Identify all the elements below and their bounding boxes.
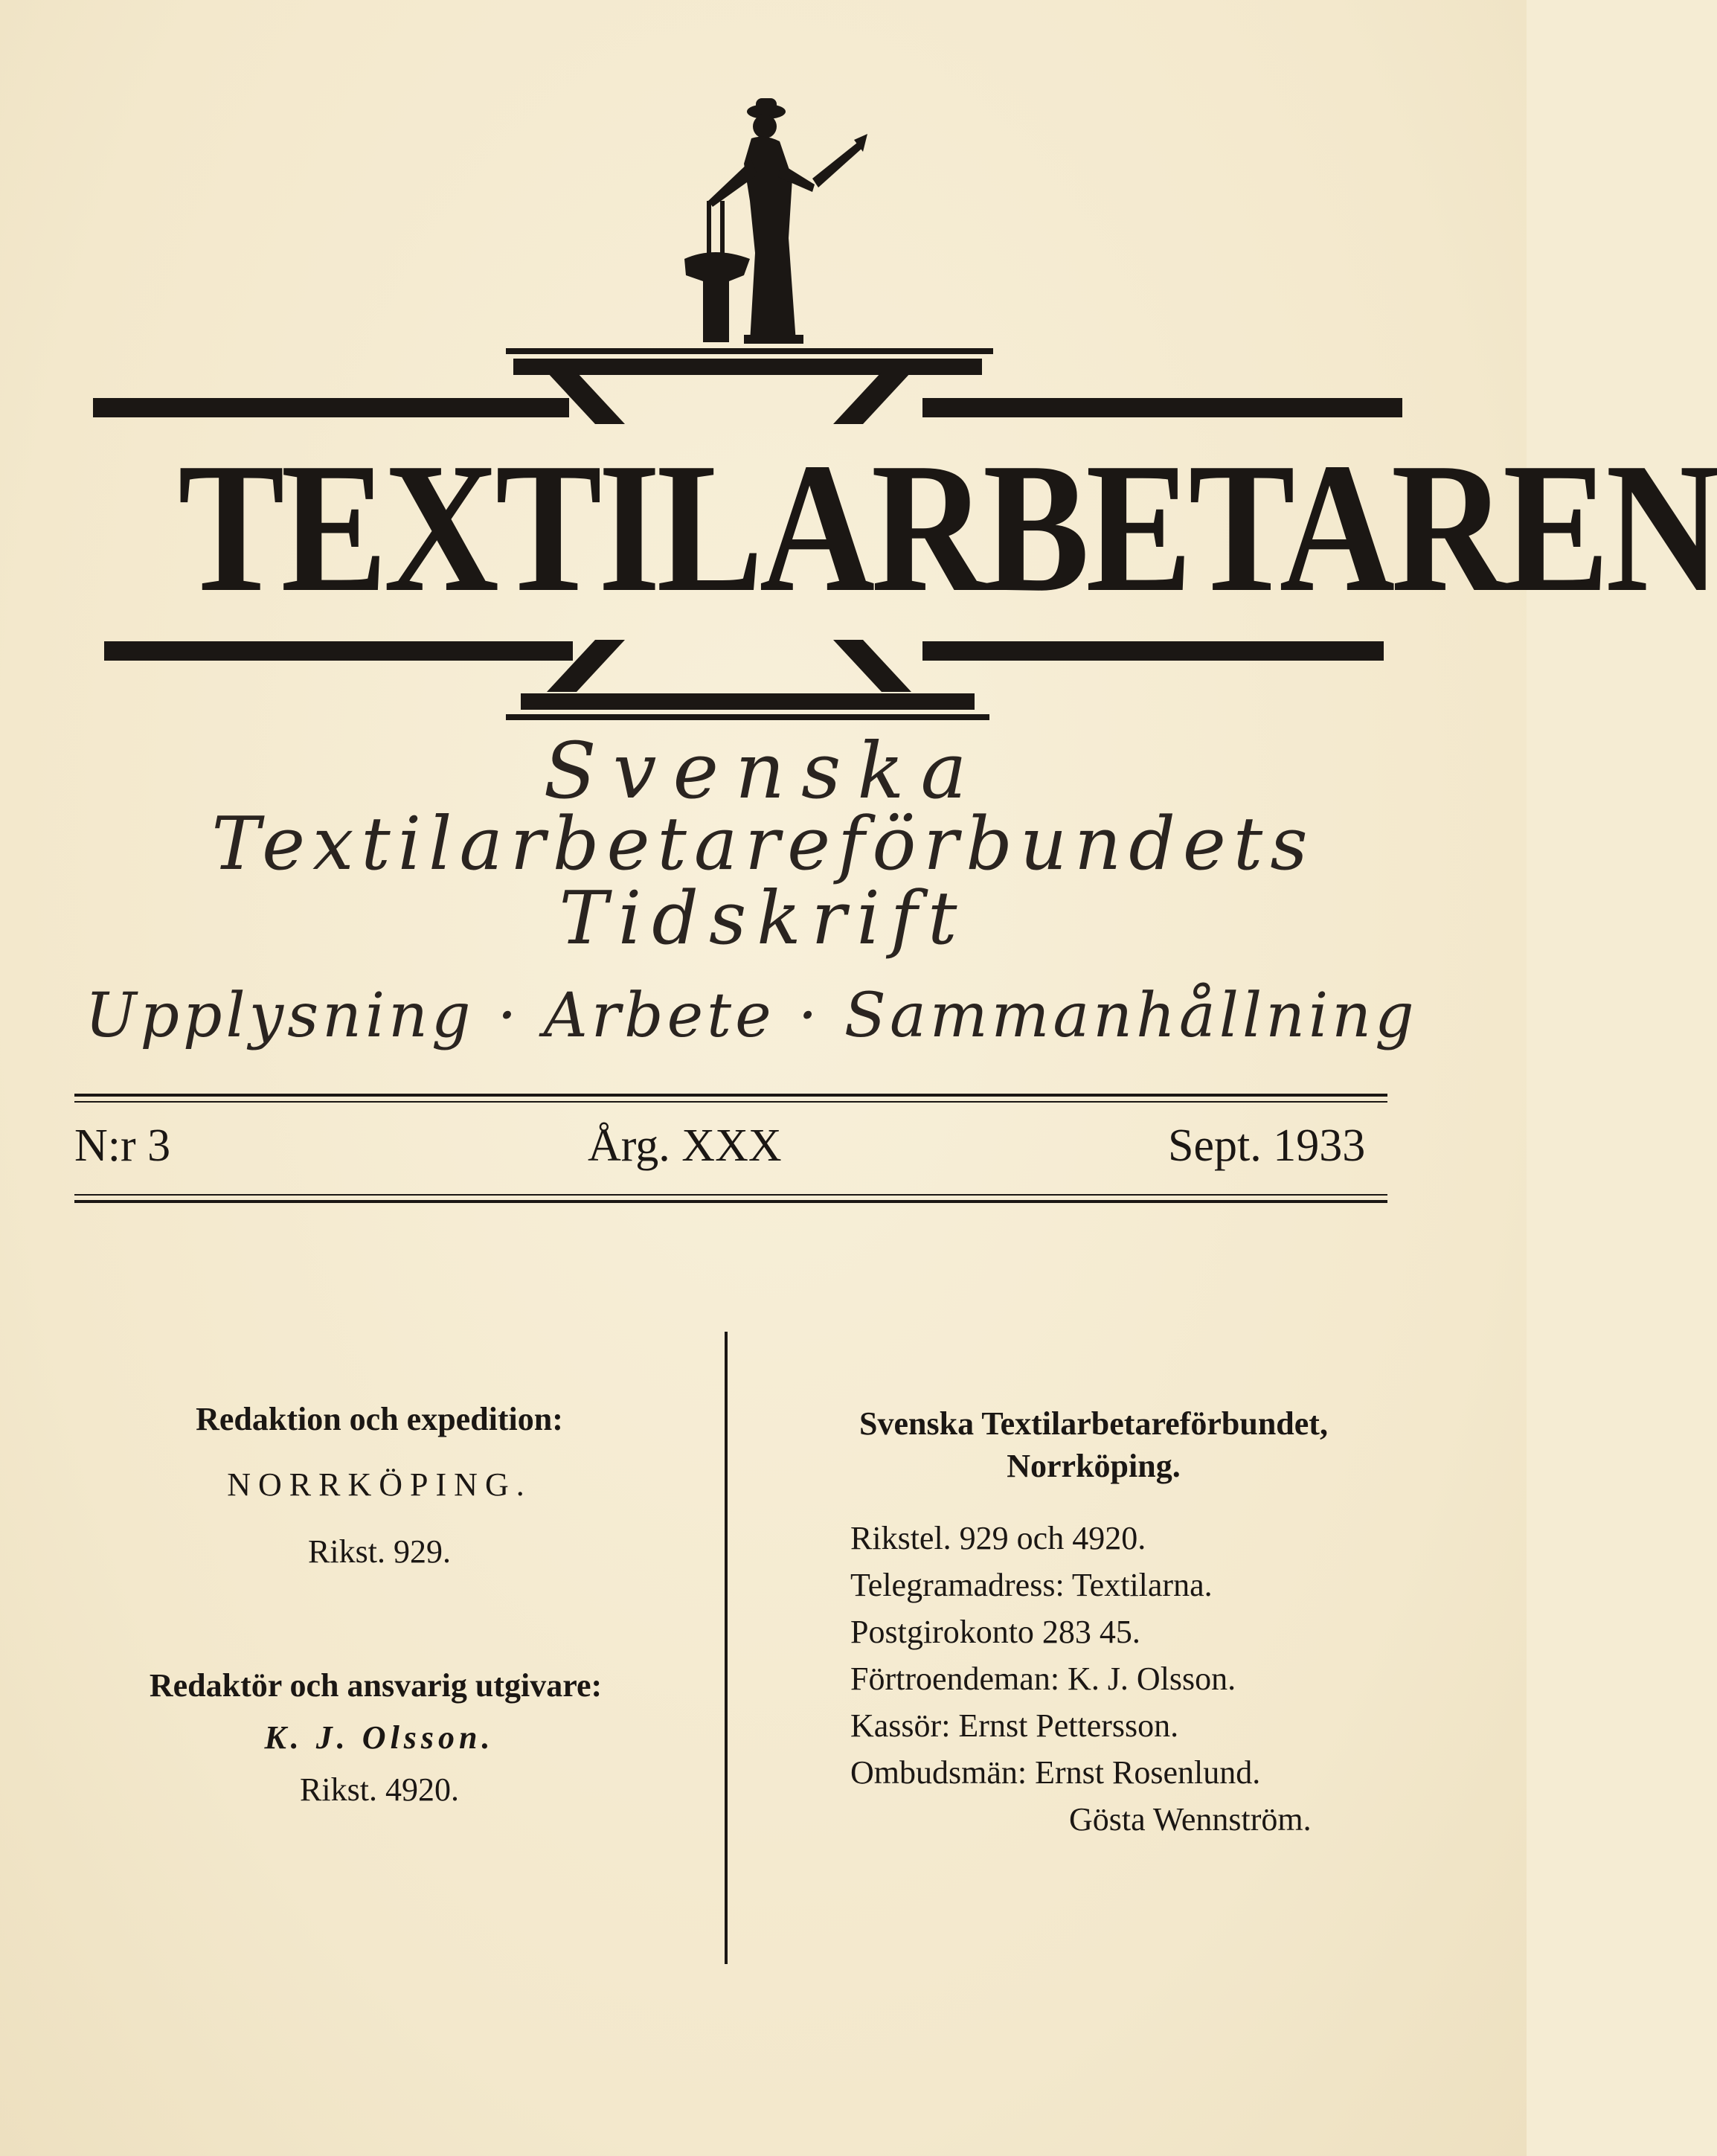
woman-at-anvil-silhouette-icon bbox=[640, 89, 885, 357]
masthead-rule-bottom-right bbox=[922, 641, 1384, 661]
issue-rule-bottom-2 bbox=[74, 1200, 1387, 1203]
editor-name: K. J. Olsson. bbox=[264, 1719, 495, 1756]
org-line-telegram: Telegramadress: Textilarna. bbox=[850, 1567, 1213, 1603]
org-line-ombudsman-2: Gösta Wennström. bbox=[1069, 1801, 1312, 1838]
masthead-top-plinth bbox=[506, 348, 993, 354]
issue-rule-top-2 bbox=[74, 1101, 1387, 1103]
left-heading: Redaktion och expedition: bbox=[196, 1401, 563, 1437]
org-line-postgiro: Postgirokonto 283 45. bbox=[850, 1614, 1140, 1650]
org-name: Svenska Textilarbetareförbundet, bbox=[859, 1405, 1328, 1442]
editor-heading: Redaktör och ansvarig utgivare: bbox=[149, 1667, 603, 1704]
subtitle-line-1: Svenska bbox=[543, 725, 983, 816]
motto: Upplysning · Arbete · Sammanhållning bbox=[85, 981, 1418, 1051]
masthead-rule-top-right bbox=[922, 398, 1402, 417]
column-divider bbox=[725, 1332, 728, 1964]
org-line-phone: Rikstel. 929 och 4920. bbox=[850, 1520, 1146, 1556]
issue-rule-bottom-1 bbox=[74, 1194, 1387, 1196]
org-line-treasurer: Kassör: Ernst Pettersson. bbox=[850, 1707, 1179, 1744]
left-phone: Rikst. 929. bbox=[308, 1533, 451, 1570]
masthead-bottom-plinth bbox=[506, 714, 989, 720]
masthead-bottom-plinth-thick bbox=[521, 693, 975, 710]
issue-volume: Årg. XXX bbox=[588, 1120, 782, 1171]
masthead-title: TEXTILARBETAREN bbox=[178, 425, 1717, 631]
issue-number: N:r 3 bbox=[74, 1120, 171, 1171]
issue-date: Sept. 1933 bbox=[1168, 1120, 1366, 1171]
org-city: Norrköping. bbox=[1007, 1448, 1181, 1484]
masthead-chevron-bottom bbox=[521, 640, 937, 699]
editor-phone: Rikst. 4920. bbox=[300, 1771, 459, 1808]
subtitle-line-2: Textilarbetareförbundets bbox=[211, 802, 1315, 887]
subtitle-line-3: Tidskrift bbox=[559, 876, 968, 961]
masthead-rule-bottom-left bbox=[104, 641, 573, 661]
masthead-rule-top-left bbox=[93, 398, 569, 417]
org-line-ombudsman: Ombudsmän: Ernst Rosenlund. bbox=[850, 1754, 1261, 1791]
left-city: NORRKÖPING. bbox=[227, 1466, 532, 1503]
masthead-chevron-top bbox=[521, 372, 937, 431]
org-line-trustee: Förtroendeman: K. J. Olsson. bbox=[850, 1661, 1236, 1697]
issue-rule-top-1 bbox=[74, 1094, 1387, 1097]
